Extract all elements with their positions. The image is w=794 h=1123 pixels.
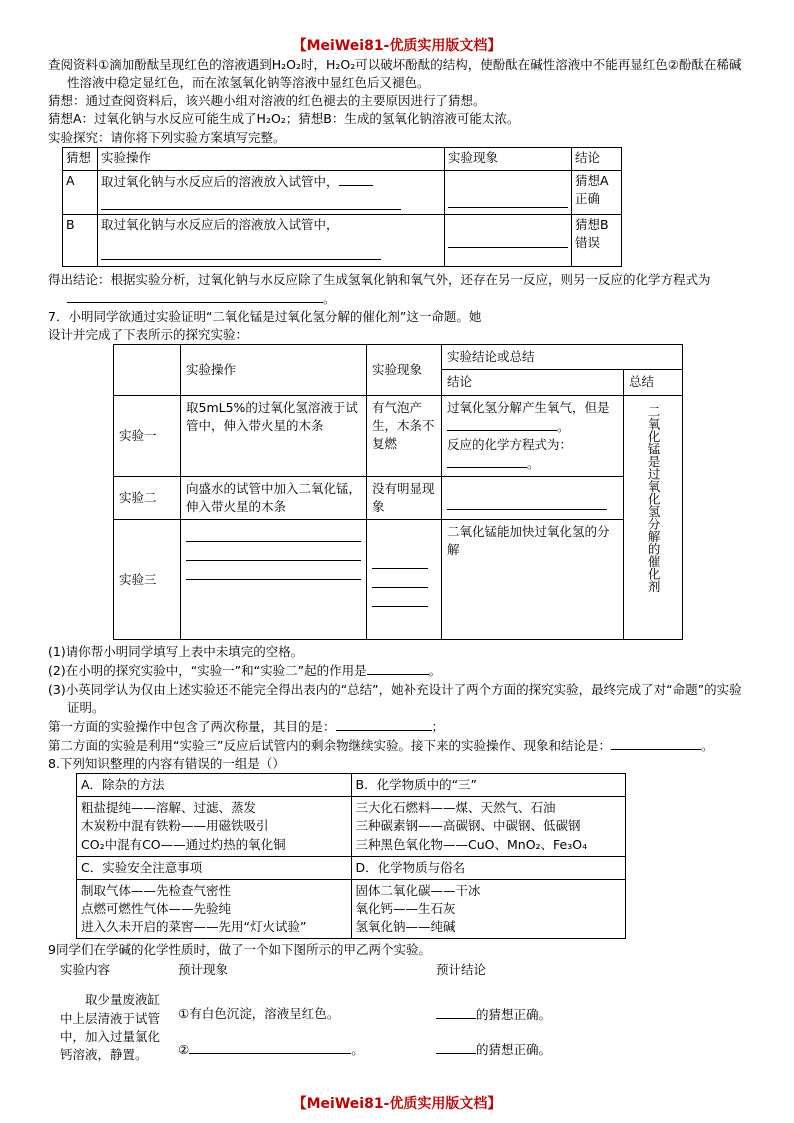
conclusion-cell	[442, 477, 624, 520]
page-header: 【MeiWei81-优质实用版文档】	[292, 38, 502, 54]
header-phenomenon: 预计现象	[178, 962, 229, 978]
table-row	[63, 170, 622, 214]
operation-cell	[98, 170, 445, 214]
operation-cell	[98, 214, 445, 266]
header-guess: 猜想	[63, 147, 98, 170]
answer-blank[interactable]	[339, 172, 373, 186]
header-operation: 实验操作	[98, 147, 445, 170]
conclusion-cell: 过氧化氢分解产生氧气，但是。 反应的化学方程式为：。	[442, 395, 624, 477]
experiment-name: 实验三	[114, 520, 181, 640]
option-c-body: 制取气体——先检查气密性 点燃可燃性气体——先验纯 进入久未开启的菜窖——先用“灯火试验”	[77, 879, 352, 938]
guess-intro: 猜想：通过查阅资料后，该兴趣小组对溶液的红色褪去的主要原因进行了猜想。	[48, 93, 486, 109]
phenomenon-1: ①有白色沉淀，溶液呈红色。	[178, 1006, 340, 1022]
q9-table	[56, 959, 616, 1066]
answer-blank[interactable]	[447, 454, 527, 468]
conclusion-text: 得出结论：根据实验分析，过氧化钠与水反应除了生成氢氧化钠和氧气外，还存在另一反应，则另一反应的化学方程式为。	[48, 271, 711, 306]
table-row	[114, 520, 683, 640]
answer-blank[interactable]	[611, 736, 701, 750]
answer-line[interactable]	[372, 572, 428, 588]
q8-stem: 8.下列知识整理的内容有错误的一组是（）	[48, 756, 285, 771]
experiment-name: 实验一	[114, 395, 181, 477]
conclusion-1: 的猜想正确。	[432, 981, 616, 1033]
answer-line[interactable]	[448, 192, 568, 208]
phenomenon-cell	[445, 170, 572, 214]
answer-line[interactable]	[186, 545, 361, 561]
operation-cell	[181, 520, 367, 640]
q7-part-1: 第一方面的实验操作中包含了两次称量，其目的是： ；	[48, 718, 445, 734]
option-b-title: B．化学物质中的“三”	[351, 774, 626, 797]
conclusion-cell: 猜想B错误	[572, 214, 622, 266]
answer-line[interactable]	[372, 553, 428, 569]
table-row	[63, 214, 622, 266]
phenomenon-cell: 没有明显现象	[367, 477, 442, 520]
option-c-title: C．实验安全注意事项	[77, 856, 352, 879]
header-conclusion-group: 实验结论或总结	[442, 345, 683, 370]
guess-table	[62, 147, 622, 267]
answer-line[interactable]	[101, 194, 401, 210]
q7-sub-3: (3)小英同学认为仅由上述实验还不能完全得出表内的“总结”，她补充设计了两个方面的探究实验，最终完成了对“命题”的实验证明。	[48, 681, 742, 715]
guess-label: B	[63, 214, 98, 266]
header-phenomenon: 实验现象	[445, 147, 572, 170]
phenomenon-cell	[445, 214, 572, 266]
q7-stem-1: 7．小明同学欲通过实验证明“二氧化锰是过氧化氢分解的催化剂”这一命题。她	[48, 309, 482, 324]
summary-cell	[624, 395, 683, 640]
document-body	[48, 56, 752, 1066]
answer-line[interactable]	[101, 244, 381, 260]
operation-text: 取过氧化钠与水反应后的溶液放入试管中，	[101, 216, 339, 232]
conclusion-cell: 二氧化锰能加快过氧化氢的分解	[442, 520, 624, 640]
q7-stem-2: 设计并完成了下表所示的探究实验：	[48, 327, 249, 343]
guess-ab: 猜想A：过氧化钠与水反应可能生成了H₂O₂；猜想B：生成的氢氧化钠溶液可能太浓。	[48, 111, 520, 127]
summary-text: 二氧化锰是过氧化氢分解的催化剂	[646, 404, 662, 592]
header-content: 实验内容	[60, 962, 111, 978]
option-a-title: A．除杂的方法	[77, 774, 352, 797]
answer-line[interactable]	[186, 564, 361, 580]
operation-cell: 取5mL5%的过氧化氢溶液于试管中，伸入带火星的木条	[181, 395, 367, 477]
answer-blank[interactable]	[367, 661, 429, 675]
header-phenomenon: 实验现象	[367, 345, 442, 395]
reference-text: 查阅资料①滴加酚酞呈现红色的溶液遇到H₂O₂时，H₂O₂可以破坏酚酞的结构，使酚酞在碱性溶液中不能再显红色②酚酞在稀碱性溶液中稳定显红色，而在浓氢氧化钠等溶液中显红色后又褪色。	[48, 57, 742, 91]
answer-blank[interactable]	[336, 717, 432, 731]
guess-label: A	[63, 170, 98, 214]
answer-blank[interactable]	[189, 1040, 351, 1054]
option-b-body: 三大化石燃料——煤、天然气、石油 三种碳素钢——高碳钢、中碳钢、低碳钢 三种黑色氧化物——CuO、MnO₂、Fe₃O₄	[351, 797, 626, 856]
answer-blank[interactable]	[67, 289, 323, 303]
answer-line[interactable]	[447, 494, 607, 510]
phenomenon-cell: 有气泡产生，木条不复燃	[367, 395, 442, 477]
content-cell: 取少量废液缸中上层清液于试管中，加入过量氯化钙溶液，静置。	[60, 992, 161, 1062]
option-d-body: 固体二氧化碳——干冰 氧化钙——生石灰 氢氧化钠——纯碱	[351, 879, 626, 938]
header-conclusion: 预计结论	[436, 962, 487, 978]
header-conclusion: 结论	[572, 147, 622, 170]
operation-text: 取过氧化钠与水反应后的溶液放入试管中，	[101, 173, 339, 189]
answer-line[interactable]	[186, 526, 361, 542]
q7-sub-1: (1)请你帮小明同学填写上表中未填完的空格。	[48, 644, 304, 660]
answer-line[interactable]	[448, 232, 568, 248]
q7-sub-2: (2)在小明的探究实验中，“实验一”和“实验二”起的作用是 。	[48, 663, 442, 679]
experiment-name: 实验二	[114, 477, 181, 520]
conclusion-cell: 猜想A正确	[572, 170, 622, 214]
answer-blank[interactable]	[447, 417, 557, 431]
explore-prompt: 实验探究：请你将下列实验方案填写完整。	[48, 129, 286, 145]
header-operation: 实验操作	[181, 345, 367, 395]
option-a-body: 粗盐提纯——溶解、过滤、蒸发 木炭粉中混有铁粉——用磁铁吸引 CO₂中混有CO——通过灼热的氧化铜	[77, 797, 352, 856]
operation-cell: 向盛水的试管中加入二氧化锰，伸入带火星的木条	[181, 477, 367, 520]
page-footer: 【MeiWei81-优质实用版文档】	[292, 1096, 502, 1112]
table-row	[114, 395, 683, 477]
q7-part-2: 第二方面的实验是利用“实验三”反应后试管内的剩余物继续实验。接下来的实验操作、现象和结论是： 。	[48, 737, 714, 753]
answer-blank[interactable]	[436, 1040, 476, 1054]
phenomenon-cell	[367, 520, 442, 640]
answer-blank[interactable]	[436, 1005, 476, 1019]
phenomenon-2: ② 。	[178, 1042, 364, 1058]
experiment-table	[113, 344, 683, 640]
option-d-title: D．化学物质与俗名	[351, 856, 626, 879]
conclusion-2: 的猜想正确。	[432, 1033, 616, 1065]
header-summary: 总结	[624, 370, 683, 395]
q9-stem: 9同学们在学碱的化学性质时，做了一个如下图所示的甲乙两个实验。	[48, 942, 431, 958]
table-row	[114, 477, 683, 520]
answer-line[interactable]	[372, 591, 428, 607]
knowledge-table	[76, 773, 626, 939]
header-conclusion: 结论	[442, 370, 624, 395]
